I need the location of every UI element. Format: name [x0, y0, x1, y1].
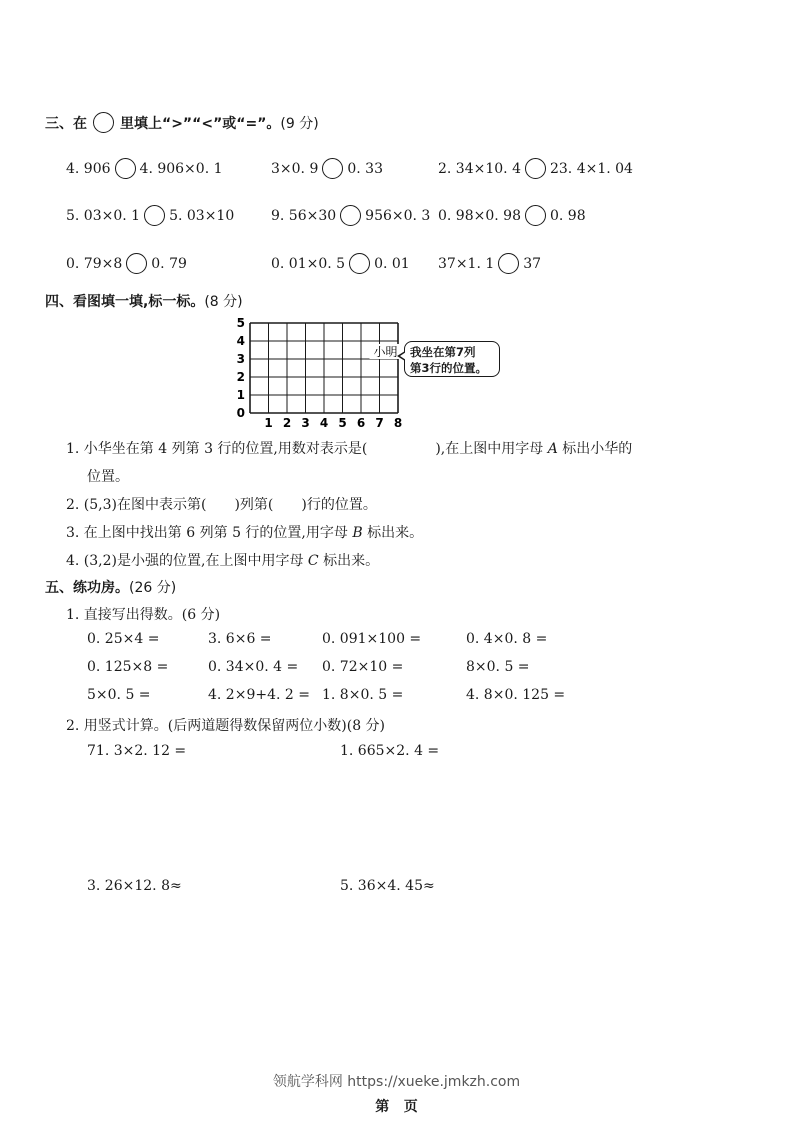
- grid-x-label: 3: [301, 416, 310, 428]
- compare-right: 0. 33: [347, 160, 383, 177]
- answer-circle[interactable]: [322, 158, 343, 179]
- compare-right: 5. 03×10: [169, 207, 235, 224]
- section5-title: 五、练功房。: [45, 580, 129, 596]
- compare-left: 0. 79×8: [66, 255, 123, 272]
- section4-q4: [66, 550, 379, 570]
- vertical-calc-2: 1. 665×2. 4 =: [340, 743, 440, 759]
- section3-title-after: 里填上“>”“<”或“=”。: [120, 115, 281, 132]
- mental-calc-item: 0. 091×100 =: [322, 631, 422, 647]
- compare-item: [438, 205, 586, 226]
- q1-text-a: 1. 小华坐在第 4 列第 3 行的位置,用数对表示是(: [66, 441, 368, 457]
- section4-title: 四、看图填一填,标一标。: [45, 294, 205, 310]
- section4-heading: [45, 291, 243, 311]
- grid-y-label: 3: [236, 352, 245, 366]
- compare-right: 0. 98: [549, 207, 586, 224]
- compare-item: [271, 205, 430, 226]
- compare-right: 956×0. 3: [365, 207, 431, 224]
- grid-y-label: 5: [236, 318, 245, 330]
- compare-item: [438, 158, 633, 179]
- mental-calc-item: 0. 34×0. 4 =: [208, 659, 299, 675]
- grid-y-label: 4: [236, 334, 245, 348]
- grid-x-label: 6: [356, 416, 366, 428]
- q3-letter: B: [352, 525, 363, 541]
- q1-text-c: 标出小华的: [562, 441, 633, 457]
- q4-text-a: 4. (3,2)是小强的位置,在上图中用字母: [66, 553, 304, 569]
- mental-calc-item: 4. 8×0. 125 =: [466, 687, 566, 703]
- watermark: 领航学科网 https://xueke.jmkzh.com: [272, 1074, 521, 1090]
- compare-item: [271, 253, 410, 274]
- q3-text-a: 3. 在上图中找出第 6 列第 5 行的位置,用字母: [66, 525, 348, 541]
- mental-calc-item: 0. 125×8 =: [87, 659, 169, 675]
- compare-item: [271, 158, 383, 179]
- compare-item: [66, 158, 223, 179]
- q2-text-a: 2. (5,3)在图中表示第(: [66, 497, 207, 513]
- compare-left: 37×1. 1: [438, 255, 495, 272]
- section5-heading: [45, 577, 176, 597]
- mental-calc-item: 0. 72×10 =: [322, 659, 404, 675]
- grid-x-label: 5: [338, 416, 347, 428]
- compare-left: 4. 906: [66, 160, 111, 177]
- q3-text-b: 标出来。: [367, 525, 424, 541]
- page-number: 第 页: [375, 1099, 418, 1115]
- mental-calc-item: 5×0. 5 =: [87, 687, 151, 703]
- mental-calc-item: 8×0. 5 =: [466, 659, 530, 675]
- grid-x-label: 1: [264, 416, 273, 428]
- bubble-line2: 第3行的位置。: [410, 361, 488, 375]
- answer-circle[interactable]: [525, 158, 546, 179]
- xiaoming-label: 小明: [373, 345, 398, 359]
- answer-circle[interactable]: [115, 158, 136, 179]
- q1-letter: A: [547, 441, 558, 457]
- compare-right: 23. 4×1. 04: [549, 160, 633, 177]
- compare-right: 0. 01: [374, 255, 410, 272]
- section4-q3: [66, 522, 423, 542]
- grid-x-label: 7: [375, 416, 384, 428]
- bubble-line1: 我坐在第7列: [410, 345, 476, 359]
- grid-x-label: 4: [319, 416, 329, 428]
- section5-q1-title: 1. 直接写出得数。(6 分): [66, 607, 221, 623]
- compare-left: 9. 56×30: [271, 207, 337, 224]
- mental-calc-item: 3. 6×6 =: [208, 631, 272, 647]
- q2-text-b: )列第(: [234, 497, 274, 513]
- vertical-calc-3: 3. 26×12. 8≈: [87, 878, 182, 894]
- compare-left: 3×0. 9: [271, 160, 319, 177]
- section4-q1-continued: 位置。: [87, 469, 129, 485]
- section4-points: (8 分): [204, 294, 243, 310]
- compare-right: 4. 906×0. 1: [139, 160, 223, 177]
- compare-item: [66, 205, 234, 226]
- grid-y-label: 1: [236, 388, 245, 402]
- circle-icon: [93, 112, 114, 133]
- section4-q1: [66, 438, 632, 458]
- answer-circle[interactable]: [126, 253, 147, 274]
- section3-title: 三、在: [45, 115, 87, 132]
- grid-x-label: 2: [282, 416, 292, 428]
- q4-text-b: 标出来。: [323, 553, 380, 569]
- answer-circle[interactable]: [525, 205, 546, 226]
- grid-y-label: 0: [236, 406, 245, 420]
- answer-circle[interactable]: [340, 205, 361, 226]
- compare-left: 2. 34×10. 4: [438, 160, 521, 177]
- speech-bubble: [404, 341, 500, 377]
- vertical-calc-1: 71. 3×2. 12 =: [87, 743, 187, 759]
- compare-left: 0. 01×0. 5: [271, 255, 346, 272]
- section5-points: (26 分): [129, 580, 177, 596]
- answer-circle[interactable]: [144, 205, 165, 226]
- section3-heading: [45, 112, 319, 133]
- grid-y-label: 2: [236, 370, 245, 384]
- section4-q2: [66, 494, 377, 514]
- answer-circle[interactable]: [498, 253, 519, 274]
- mental-calc-item: 0. 25×4 =: [87, 631, 160, 647]
- compare-left: 0. 98×0. 98: [438, 207, 521, 224]
- vertical-calc-4: 5. 36×4. 45≈: [340, 878, 435, 894]
- q2-text-c: )行的位置。: [301, 497, 377, 513]
- mental-calc-item: 1. 8×0. 5 =: [322, 687, 404, 703]
- compare-left: 5. 03×0. 1: [66, 207, 141, 224]
- compare-item: [66, 253, 187, 274]
- mental-calc-item: 4. 2×9+4. 2 =: [208, 687, 310, 703]
- mental-calc-item: 0. 4×0. 8 =: [466, 631, 548, 647]
- section5-q2-title: 2. 用竖式计算。(后两道题得数保留两位小数)(8 分): [66, 718, 386, 734]
- compare-right: 0. 79: [151, 255, 187, 272]
- q1-text-b: ),在上图中用字母: [435, 441, 544, 457]
- section3-points: (9 分): [280, 115, 319, 132]
- answer-circle[interactable]: [349, 253, 370, 274]
- compare-item: [438, 253, 541, 274]
- grid-x-label: 8: [393, 416, 403, 428]
- q4-letter: C: [307, 553, 319, 569]
- compare-right: 37: [523, 255, 542, 272]
